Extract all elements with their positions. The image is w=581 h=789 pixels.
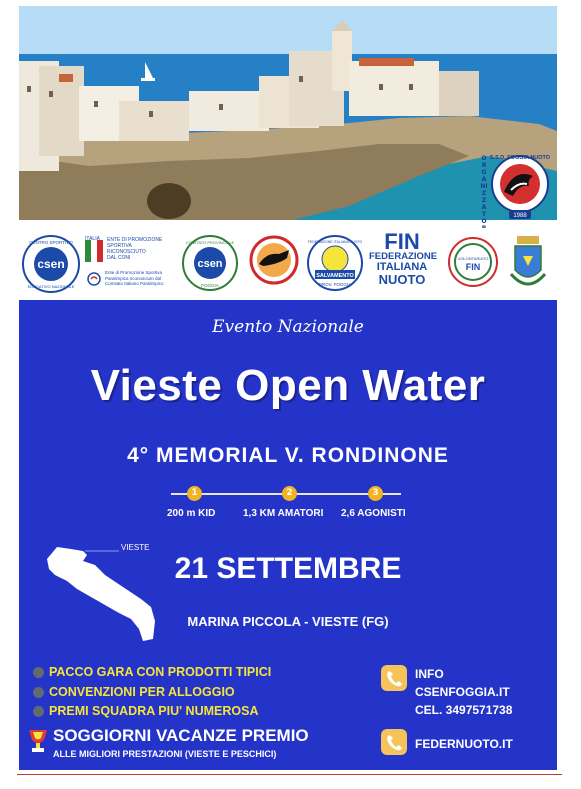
volontariato-text: VOLONTARIATO — [457, 256, 489, 261]
feature-text: PACCO GARA CON PRODOTTI TIPICI — [49, 665, 272, 679]
salvamento-logo — [306, 234, 364, 292]
sponsor-logos-row — [19, 228, 557, 298]
csen-prov-top-text: COMITATO PROVINCIALE — [185, 240, 235, 245]
csen-ente-logo — [85, 234, 177, 294]
info-site-link[interactable]: CSENFOGGIA.IT — [415, 685, 510, 699]
prize-subtitle: ALLE MIGLIORI PRESTAZIONI (VIESTE E PESCHICI) — [53, 749, 277, 759]
event-poster — [19, 300, 557, 770]
distance-label-3: 2,6 AGONISTI — [341, 508, 406, 519]
volontariato-fin-logo — [447, 234, 499, 290]
csen-provinciale-logo — [181, 234, 239, 292]
feature-text: CONVENZIONI PER ALLOGGIO — [49, 685, 235, 699]
event-date: 21 SETTEMBRE — [174, 552, 402, 585]
distance-dot-2: 2 — [282, 486, 297, 501]
csen-text: csen — [37, 257, 65, 271]
memorial-subtitle: 4° MEMORIAL V. RONDINONE — [127, 444, 449, 467]
italia-label: ITALIA — [85, 236, 100, 242]
ente-line-7: Comitato Italiano Paralimpico — [105, 281, 164, 286]
club-year: 1988 — [513, 213, 527, 219]
prize-title: SOGGIORNI VACANZE PREMIO — [53, 726, 309, 745]
page-title: Vieste Open Water — [90, 361, 486, 410]
dog-logo — [249, 234, 299, 286]
volontariato-fin-text: FIN — [465, 262, 481, 272]
italy-flag-icon — [85, 240, 103, 262]
foggia-nuoto-badge — [489, 150, 551, 222]
fin-line-1: FIN — [384, 229, 420, 254]
ente-line-6: Paralimpica riconosciuto dal — [105, 275, 162, 281]
info-phone: CEL. 3497571738 — [415, 703, 513, 717]
phone-icon — [381, 729, 407, 755]
ente-line-2: SPORTIVA — [107, 243, 132, 249]
distance-dot-3: 3 — [368, 486, 383, 501]
phone-icon — [381, 665, 407, 691]
federnuoto-link[interactable]: FEDERNUOTO.IT — [415, 737, 513, 751]
event-venue: MARINA PICCOLA - VIESTE (FG) — [187, 614, 389, 629]
fin-line-2: FEDERAZIONE — [369, 251, 438, 262]
ente-line-3: RICONOSCIUTO — [107, 249, 146, 255]
distance-dot-1: 1 — [187, 486, 202, 501]
organizer-vertical-label: ORGANIZZATO — [480, 155, 488, 225]
club-name: S.S.D. FOGGIA NUOTO — [489, 155, 551, 161]
fin-line-4: NUOTO — [378, 272, 426, 287]
ente-line-1: ENTE DI PROMOZIONE — [107, 237, 163, 243]
fin-logo — [369, 229, 438, 294]
distance-track — [171, 490, 401, 498]
salvamento-top-text: FEDERAZIONE ITALIANA NUOTO — [307, 240, 363, 244]
paralympic-icon — [87, 272, 101, 286]
bullet-icon — [33, 687, 44, 698]
ente-line-4: DAL CONI — [107, 255, 131, 261]
salvamento-bottom-text: PROV. FOGGIA — [318, 282, 352, 287]
bottom-divider — [17, 774, 562, 775]
csen-logo — [21, 234, 81, 294]
bullet-icon — [33, 667, 44, 678]
hero-photo — [19, 6, 557, 226]
csen-prov-bottom-text: FOGGIA — [201, 283, 219, 288]
event-label: Evento Nazionale — [212, 317, 364, 337]
info-title: INFO — [415, 667, 444, 681]
distance-label-1: 200 m KID — [167, 508, 216, 519]
map-label-vieste: VIESTE — [121, 543, 150, 552]
feature-text: PREMI SQUADRA PIU' NUMEROSA — [49, 704, 259, 718]
coastline-illustration — [19, 6, 557, 226]
csen-prov-text: csen — [197, 258, 223, 270]
fin-line-3: ITALIANA — [376, 261, 428, 273]
distance-label-2: 1,3 KM AMATORI — [243, 508, 324, 519]
salvamento-mid-text: SALVAMENTO — [316, 273, 354, 279]
coat-of-arms-logo — [507, 234, 549, 296]
csen-bottom-text: EDUCATIVO NAZIONALE — [27, 284, 75, 289]
trophy-icon — [27, 728, 49, 754]
ente-line-5: Ente di Promozione Sportiva — [105, 270, 163, 275]
csen-top-text: CENTRO SPORTIVO — [29, 240, 73, 245]
bullet-icon — [33, 706, 44, 717]
